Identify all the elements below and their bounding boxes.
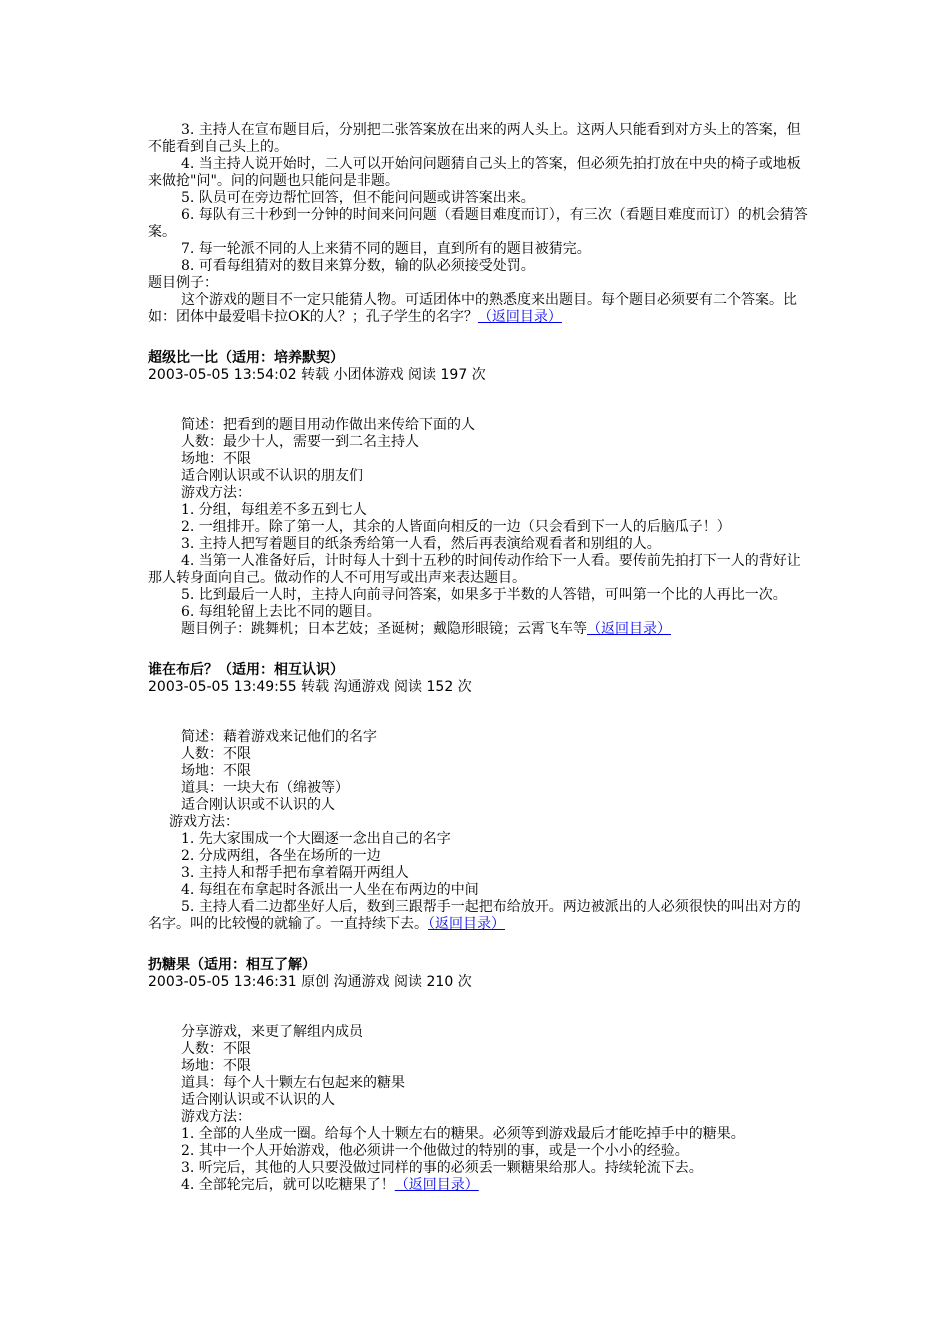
- read-unit: 次: [471, 367, 486, 383]
- article-title[interactable]: 谁在布后？（适用：相互认识）: [148, 662, 344, 678]
- step-line: 6. 每队有三十秒到一分钟的时间来问问题（看题目难度而订），有三次（看题目难度而订）的机会猜答案。: [148, 207, 808, 240]
- example-label: 题目例子：: [148, 275, 218, 291]
- step-line: 2. 一组排开。除了第一人，其余的人皆面向相反的一边（只会看到下一人的后脑瓜子！）: [181, 519, 731, 535]
- step-line: 3. 主持人把写着题目的纸条秀给第一人看，然后再表演给观看者和别组的人。: [181, 536, 661, 552]
- meta-text: 转载 沟通游戏 阅读: [301, 679, 423, 695]
- timestamp: 2003-05-05 13:49:55: [148, 679, 297, 695]
- step-line: 4. 当第一人准备好后，计时每人十到十五秒的时间传动作给下一人看。要传前先拍打下一人的背好让那人转身面向自己。做动作的人不可用写或出声来表达题目。: [148, 553, 801, 586]
- step-line: 3. 主持人和帮手把布拿着隔开两组人: [181, 865, 409, 881]
- summary-line: 简述：把看到的题目用动作做出来传给下面的人: [181, 417, 475, 433]
- info-line: 适合刚认识或不认识的人: [181, 797, 335, 813]
- read-unit: 次: [457, 974, 472, 990]
- info-line: 场地：不限: [181, 763, 251, 779]
- article-super-charades: [148, 350, 810, 638]
- back-to-toc-link[interactable]: （返回目录）: [428, 916, 505, 932]
- example-body: 题目例子：跳舞机；日本艺妓；圣诞树；戴隐形眼镜；云霄飞车等: [181, 621, 587, 637]
- example-text: [148, 292, 810, 326]
- timestamp: 2003-05-05 13:54:02: [148, 367, 297, 383]
- article-meta: [148, 679, 810, 696]
- step-line: 1. 全部的人坐成一圈。给每个人十颗左右的糖果。必须等到游戏最后才能吃掉手中的糖果。: [181, 1126, 745, 1142]
- info-line: 场地：不限: [181, 451, 251, 467]
- step-line: 3. 主持人在宣布题目后，分别把二张答案放在出来的两人头上。这两人只能看到对方头上的答案，但不能看到自己头上的。: [148, 122, 801, 155]
- step-line: 5. 队员可在旁边帮忙回答，但不能问问题或讲答案出来。: [181, 190, 535, 206]
- step-body: 4. 全部轮完后，就可以吃糖果了！: [181, 1177, 395, 1193]
- read-count: 197: [440, 367, 468, 383]
- example-body: 这个游戏的题目不一定只能猜人物。可适团体中的熟悉度来出题目。每个题目必须要有二个答案。比如：团体中最爱唱卡拉OK的人？；孔子学生的名字？: [148, 292, 797, 325]
- meta-text: 原创 沟通游戏 阅读: [301, 974, 423, 990]
- back-to-toc-link[interactable]: （返回目录）: [477, 309, 562, 325]
- summary-line: 简述：藉着游戏来记他们的名字: [181, 729, 377, 745]
- section-continued: [148, 122, 810, 326]
- article-title[interactable]: 超级比一比（适用：培养默契）: [148, 350, 344, 366]
- step-line: 5. 比到最后一人时，主持人向前寻问答案，如果多于半数的人答错，可叫第一个比的人再比一次。: [181, 587, 787, 603]
- info-line: 道具：每个人十颗左右包起来的糖果: [181, 1075, 405, 1091]
- meta-text: 转载 小团体游戏 阅读: [301, 367, 437, 383]
- summary-line: 分享游戏，来更了解组内成员: [181, 1024, 363, 1040]
- step-line: [148, 899, 810, 933]
- info-line: 道具：一块大布（绵被等）: [181, 780, 349, 796]
- step-line: 2. 分成两组，各坐在场所的一边: [181, 848, 381, 864]
- method-label: 游戏方法：: [181, 485, 251, 501]
- step-line: 4. 每组在布拿起时各派出一人坐在布两边的中间: [181, 882, 479, 898]
- back-to-toc-link[interactable]: （返回目录）: [587, 621, 671, 637]
- article-who-behind-cloth: [148, 662, 810, 933]
- step-line: 1. 先大家围成一个大圈逐一念出自己的名字: [181, 831, 451, 847]
- step-line: 1. 分组，每组差不多五到七人: [181, 502, 367, 518]
- read-count: 152: [426, 679, 454, 695]
- step-line: 3. 听完后，其他的人只要没做过同样的事的必须丢一颗糖果给那人。持续轮流下去。: [181, 1160, 703, 1176]
- info-line: 人数：最少十人，需要一到二名主持人: [181, 434, 419, 450]
- step-line: 6. 每组轮留上去比不同的题目。: [181, 604, 381, 620]
- step-line: 8. 可看每组猜对的数目来算分数，输的队必须接受处罚。: [181, 258, 535, 274]
- step-body: 5. 主持人看二边都坐好人后，数到三跟帮手一起把布给放开。两边被派出的人必须很快的叫出对方的名字。叫的比较慢的就输了。一直持续下去。: [148, 899, 801, 932]
- article-title[interactable]: 扔糖果（适用：相互了解）: [148, 957, 316, 973]
- read-count: 210: [426, 974, 454, 990]
- back-to-toc-link[interactable]: （返回目录）: [394, 1177, 479, 1193]
- step-line: 7. 每一轮派不同的人上来猜不同的题目，直到所有的题目被猜完。: [181, 241, 591, 257]
- timestamp: 2003-05-05 13:46:31: [148, 974, 297, 990]
- info-line: 适合刚认识或不认识的人: [181, 1092, 335, 1108]
- info-line: 场地：不限: [181, 1058, 251, 1074]
- step-line: [148, 1177, 810, 1194]
- info-line: 人数：不限: [181, 746, 251, 762]
- step-line: 4. 当主持人说开始时，二人可以开始问问题猜自己头上的答案，但必须先拍打放在中央的椅子或地板来做抢"问"。问的问题也只能问是非题。: [148, 156, 801, 189]
- example-text: [148, 621, 810, 638]
- article-throw-candy: [148, 957, 810, 1194]
- method-label: 游戏方法：: [181, 1109, 251, 1125]
- info-line: 人数：不限: [181, 1041, 251, 1057]
- document-page: [148, 122, 810, 1194]
- method-label: 游戏方法：: [169, 814, 239, 830]
- read-unit: 次: [457, 679, 472, 695]
- step-line: 2. 其中一个人开始游戏，他必须讲一个他做过的特别的事，或是一个小小的经验。: [181, 1143, 689, 1159]
- article-meta: [148, 367, 810, 384]
- article-meta: [148, 974, 810, 991]
- info-line: 适合刚认识或不认识的朋友们: [181, 468, 363, 484]
